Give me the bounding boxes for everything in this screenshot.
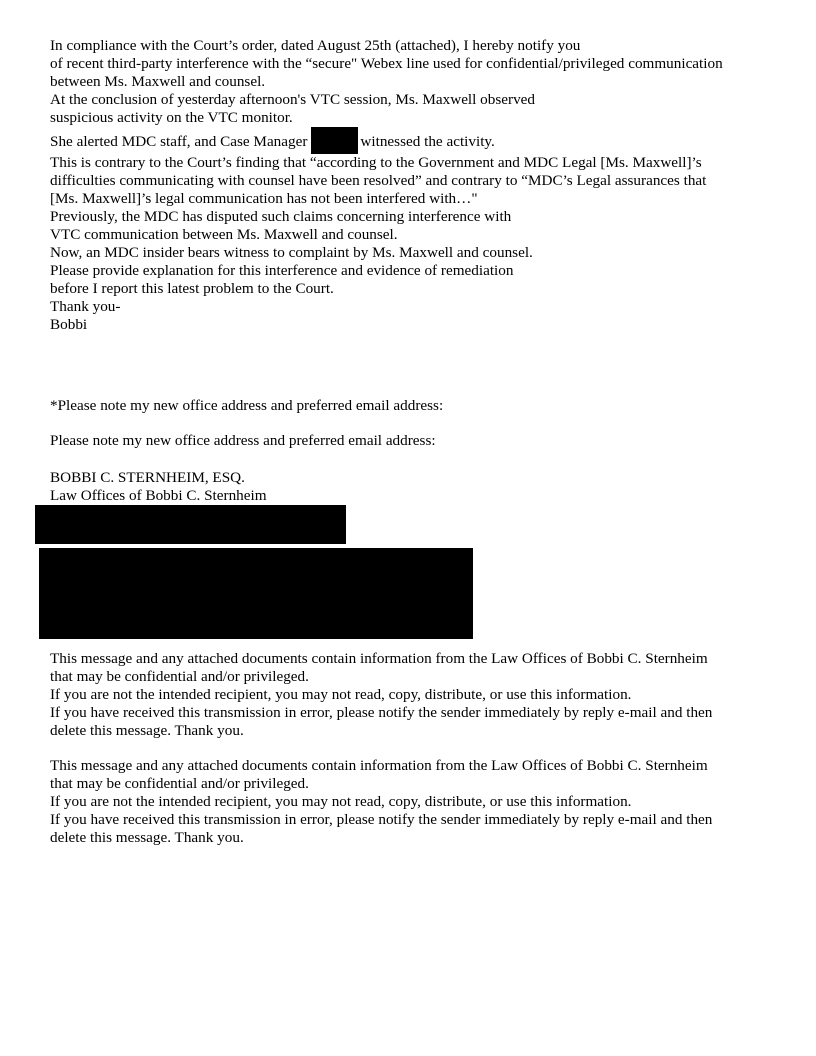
disclaimer-line: If you have received this transmission in error, please notify the sender immediately by reply e-mail and then <box>50 704 713 721</box>
body-line: This is contrary to the Court’s finding that “according to the Government and MDC Legal [Ms. Maxwell]’s <box>50 154 702 171</box>
confidentiality-disclaimer <box>50 650 766 740</box>
body-line: [Ms. Maxwell]’s legal communication has not been interfered with…" <box>50 190 478 207</box>
body-line: At the conclusion of yesterday afternoon's VTC session, Ms. Maxwell observed <box>50 91 535 108</box>
disclaimer-line: This message and any attached documents contain information from the Law Offices of Bobbi C. Sternheim <box>50 650 708 667</box>
contact-redaction <box>39 548 473 639</box>
disclaimer-line: that may be confidential and/or privileged. <box>50 668 309 685</box>
signature-firm: Law Offices of Bobbi C. Sternheim <box>50 487 267 504</box>
body-line: Previously, the MDC has disputed such claims concerning interference with <box>50 208 512 225</box>
disclaimer-line: delete this message. Thank you. <box>50 829 244 846</box>
sender-first-name: Bobbi <box>50 316 88 333</box>
signature-name: BOBBI C. STERNHEIM, ESQ. <box>50 469 245 486</box>
body-line: Now, an MDC insider bears witness to complaint by Ms. Maxwell and counsel. <box>50 244 533 261</box>
disclaimer-line: delete this message. Thank you. <box>50 722 244 739</box>
address-note-text: *Please note my new office address and preferred email address: <box>50 397 444 414</box>
body-line: difficulties communicating with counsel have been resolved” and contrary to “MDC’s Legal assurances that <box>50 172 707 189</box>
alert-text-before: She alerted MDC staff, and Case Manager <box>50 133 308 150</box>
body-line: before I report this latest problem to the Court. <box>50 280 334 297</box>
case-manager-redaction <box>311 127 358 154</box>
disclaimer-line: If you are not the intended recipient, you may not read, copy, distribute, or use this information. <box>50 793 632 810</box>
address-note-2 <box>50 432 766 450</box>
disclaimer-line: If you are not the intended recipient, you may not read, copy, distribute, or use this information. <box>50 686 632 703</box>
closing-line: Thank you- <box>50 298 121 315</box>
body-line-with-redaction <box>50 127 766 154</box>
confidentiality-disclaimer <box>50 757 766 847</box>
body-line: between Ms. Maxwell and counsel. <box>50 73 266 90</box>
body-line: of recent third-party interference with the “secure" Webex line used for confidential/privileged communication <box>50 55 723 72</box>
body-line: suspicious activity on the VTC monitor. <box>50 109 293 126</box>
address-note-text: Please note my new office address and preferred email address: <box>50 432 436 449</box>
disclaimer-line: This message and any attached documents contain information from the Law Offices of Bobbi C. Sternheim <box>50 757 708 774</box>
body-line: In compliance with the Court’s order, dated August 25th (attached), I hereby notify you <box>50 37 581 54</box>
body-line: Please provide explanation for this interference and evidence of remediation <box>50 262 514 279</box>
disclaimer-line: If you have received this transmission in error, please notify the sender immediately by reply e-mail and then <box>50 811 713 828</box>
address-redaction <box>35 505 346 544</box>
address-note-1 <box>50 397 766 415</box>
message-body <box>50 37 766 334</box>
alert-text-after: witnessed the activity. <box>360 133 495 150</box>
disclaimer-line: that may be confidential and/or privileged. <box>50 775 309 792</box>
signature-block <box>50 469 766 505</box>
body-line: VTC communication between Ms. Maxwell and counsel. <box>50 226 398 243</box>
